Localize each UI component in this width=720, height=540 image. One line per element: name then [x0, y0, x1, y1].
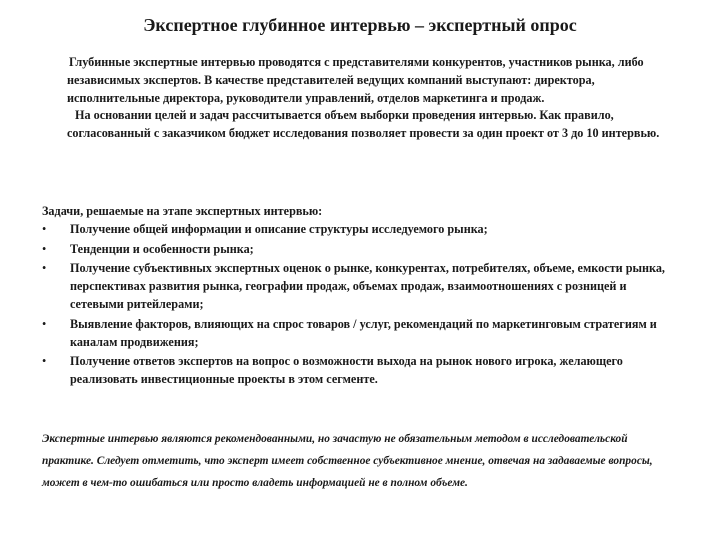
bullet-icon: • — [42, 354, 47, 369]
list-item — [42, 316, 682, 352]
tasks-list — [42, 221, 682, 389]
intro-section — [67, 54, 667, 143]
note-paragraph: Экспертные интервью являются рекомендованными, но зачастую не обязательным методом в исследовательской практике. Следует отметить, что эксперт имеет собственное субъективное мнение, отвечая на задаваемые вопросы, может в чем-то ошибаться или просто владеть информацией не в полном объеме. — [42, 433, 653, 489]
intro-paragraph-2: На основании целей и задач рассчитывается объем выборки проведения интервью. Как правило, согласованный с заказчиком бюджет исследования позволяет провести за один проект от 3 до 10 интервью. — [67, 108, 660, 141]
bullet-icon: • — [42, 316, 47, 331]
list-item-text: Получение общей информации и описание структуры исследуемого рынка; — [70, 221, 488, 236]
tasks-section — [42, 203, 682, 391]
bullet-icon: • — [42, 221, 47, 236]
list-item — [42, 241, 682, 259]
list-item-text: Получение ответов экспертов на вопрос о возможности выхода на рынок нового игрока, желающего реализовать инвестиционные проекты в этом сегменте. — [70, 354, 623, 387]
list-item — [42, 221, 682, 239]
intro-paragraph-1: Глубинные экспертные интервью проводятся с представителями конкурентов, участников рынка, либо независимых экспертов. В качестве представителей ведущих компаний выступают: директора, исполнительные директора, руководители управлений, отделов маркетинга и продаж. — [67, 55, 644, 105]
bullet-icon: • — [42, 261, 47, 276]
slide-title: Экспертное глубинное интервью – экспертный опрос — [143, 15, 577, 35]
list-item-text: Тенденции и особенности рынка; — [70, 241, 254, 256]
list-item — [42, 260, 682, 313]
list-item-text: Получение субъективных экспертных оценок о рынке, конкурентах, потребителях, объеме, емкости рынка, перспективах развития рынка, географии продаж, объемах продаж, взаимоотношениях с розницей и сетевыми ритейлерами; — [70, 261, 665, 311]
bullet-icon: • — [42, 241, 47, 256]
list-item-text: Выявление факторов, влияющих на спрос товаров / услуг, рекомендаций по маркетинговым стратегиям и каналам продвижения; — [70, 316, 657, 349]
tasks-heading: Задачи, решаемые на этапе экспертных интервью: — [42, 204, 323, 218]
list-item — [42, 353, 682, 389]
